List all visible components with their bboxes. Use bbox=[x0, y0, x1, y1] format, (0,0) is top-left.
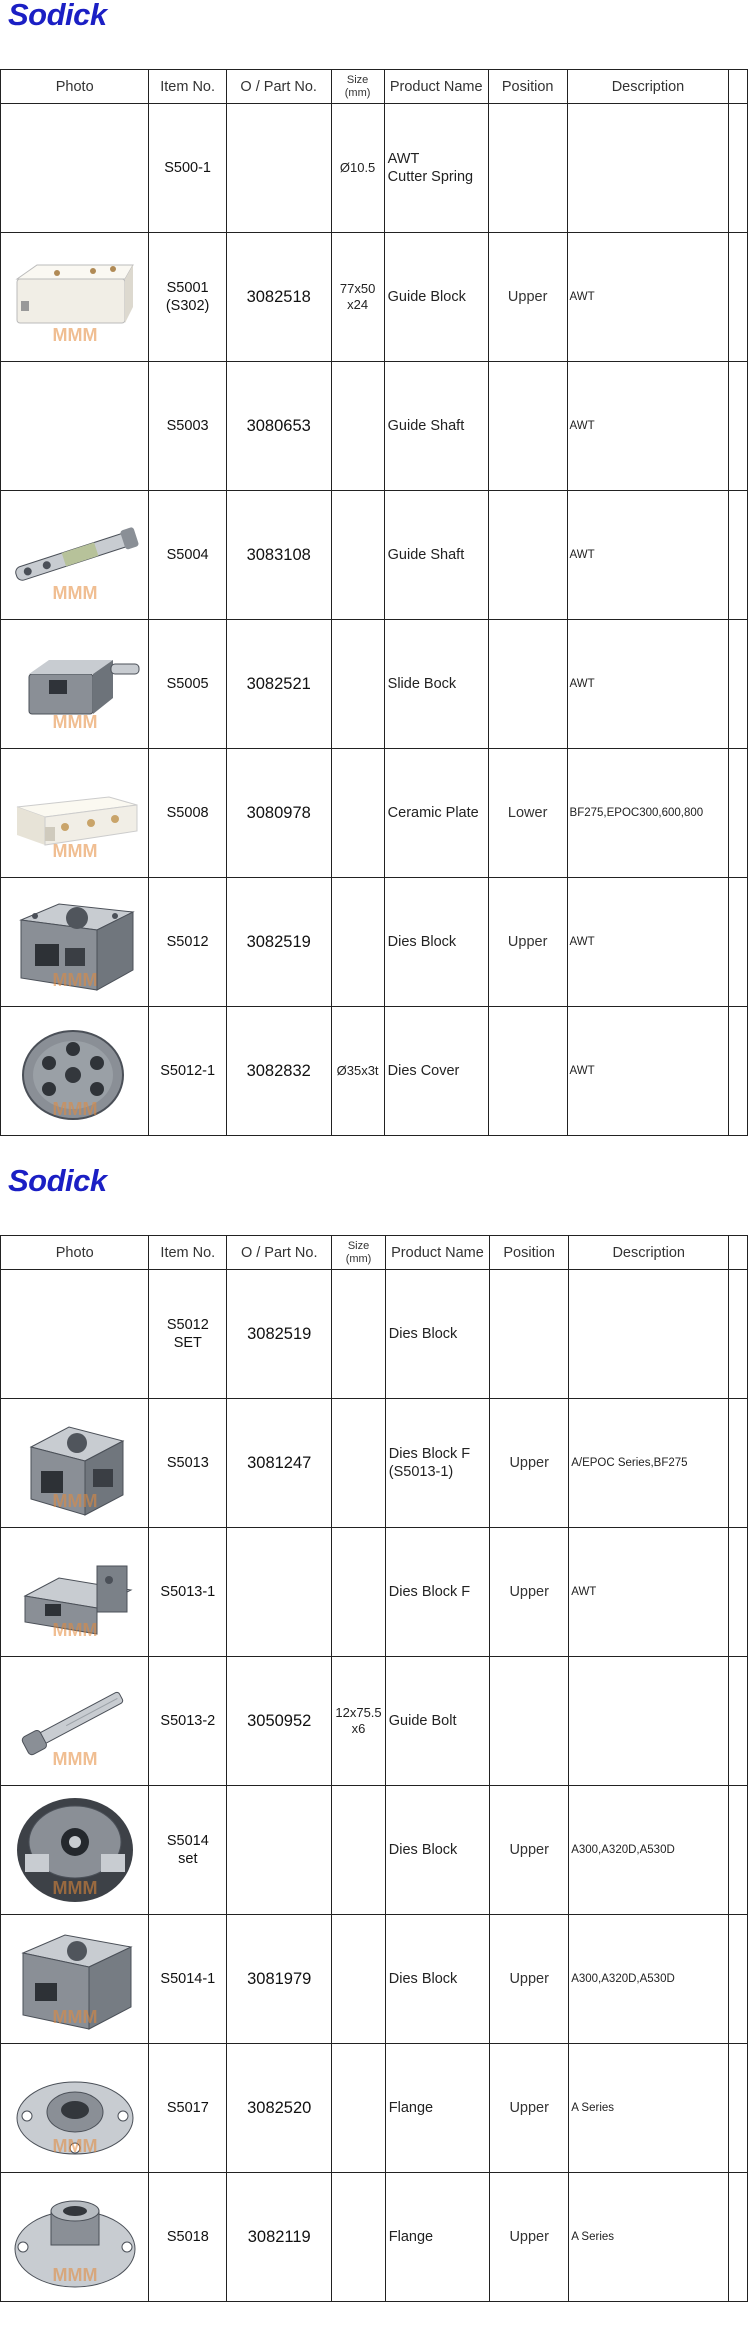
header-size: Size (mm) bbox=[331, 70, 384, 104]
photo-cell bbox=[1, 878, 149, 1007]
item-number: S5014-1 bbox=[149, 1915, 227, 2044]
description-value: AWT bbox=[567, 878, 729, 1007]
extra-cell bbox=[729, 1528, 748, 1657]
svg-text:MMM: MMM bbox=[52, 1099, 98, 1119]
svg-text:MMM: MMM bbox=[52, 2265, 98, 2285]
extra-cell bbox=[729, 1270, 748, 1399]
description-value: AWT bbox=[567, 362, 729, 491]
table-row bbox=[1, 1270, 748, 1399]
extra-cell bbox=[729, 104, 748, 233]
position-value: Upper bbox=[490, 1786, 569, 1915]
header-description: Description bbox=[569, 1236, 729, 1270]
table-row bbox=[1, 233, 748, 362]
table-row bbox=[1, 878, 748, 1007]
product-name: Slide Bock bbox=[384, 620, 488, 749]
dies-block-round-icon bbox=[5, 1794, 145, 1906]
photo-cell bbox=[1, 2173, 149, 2302]
product-name: Guide Bolt bbox=[385, 1657, 489, 1786]
parts-table bbox=[0, 1235, 748, 2302]
extra-cell bbox=[729, 491, 748, 620]
header-position: Position bbox=[488, 70, 567, 104]
product-name: Dies Block F bbox=[385, 1528, 489, 1657]
header-description: Description bbox=[567, 70, 729, 104]
position-value: Upper bbox=[490, 1528, 569, 1657]
description-value: A/EPOC Series,BF275 bbox=[569, 1399, 729, 1528]
position-value bbox=[488, 491, 567, 620]
item-number: S5017 bbox=[149, 2044, 227, 2173]
position-value bbox=[490, 1270, 569, 1399]
product-name: Flange bbox=[385, 2173, 489, 2302]
part-number: 3082832 bbox=[226, 1007, 331, 1136]
table-row bbox=[1, 1007, 748, 1136]
dies-cover-icon bbox=[5, 1015, 145, 1127]
svg-text:MMM: MMM bbox=[52, 583, 98, 603]
product-name: Dies Block bbox=[384, 878, 488, 1007]
svg-text:MMM: MMM bbox=[52, 2007, 98, 2027]
item-number: S500-1 bbox=[149, 104, 226, 233]
item-number: S5018 bbox=[149, 2173, 227, 2302]
part-number: 3083108 bbox=[226, 491, 331, 620]
position-value: Upper bbox=[488, 878, 567, 1007]
description-value bbox=[569, 1657, 729, 1786]
photo-cell bbox=[1, 1657, 149, 1786]
extra-cell bbox=[729, 620, 748, 749]
table-row bbox=[1, 1915, 748, 2044]
part-number: 3080653 bbox=[226, 362, 331, 491]
sodick-logo: Sodick bbox=[8, 0, 107, 32]
description-value: AWT bbox=[567, 233, 729, 362]
svg-text:MMM: MMM bbox=[52, 1749, 98, 1769]
table-row bbox=[1, 2173, 748, 2302]
item-number: S5013-2 bbox=[149, 1657, 227, 1786]
item-number: S5008 bbox=[149, 749, 226, 878]
description-value: A Series bbox=[569, 2044, 729, 2173]
photo-cell bbox=[1, 2044, 149, 2173]
flange-icon bbox=[5, 2052, 145, 2164]
dies-block-icon bbox=[5, 886, 145, 998]
extra-cell bbox=[729, 2044, 748, 2173]
header-part-no: O / Part No. bbox=[226, 70, 331, 104]
position-value bbox=[488, 620, 567, 749]
table-row bbox=[1, 2044, 748, 2173]
extra-cell bbox=[729, 1786, 748, 1915]
part-number bbox=[226, 104, 331, 233]
svg-text:MMM: MMM bbox=[52, 970, 98, 990]
photo-cell bbox=[1, 749, 149, 878]
extra-cell bbox=[729, 362, 748, 491]
table-header-row bbox=[1, 70, 748, 104]
position-value: Lower bbox=[488, 749, 567, 878]
photo-cell bbox=[1, 1399, 149, 1528]
extra-cell bbox=[729, 1399, 748, 1528]
product-name: AWT Cutter Spring bbox=[384, 104, 488, 233]
position-value bbox=[488, 362, 567, 491]
item-number: S5005 bbox=[149, 620, 226, 749]
size-value bbox=[332, 1270, 386, 1399]
photo-cell bbox=[1, 1915, 149, 2044]
item-number: S5001 (S302) bbox=[149, 233, 226, 362]
part-number: 3082520 bbox=[227, 2044, 332, 2173]
photo-cell bbox=[1, 1270, 149, 1399]
header-photo: Photo bbox=[1, 70, 149, 104]
size-value: 77x50 x24 bbox=[331, 233, 384, 362]
part-number bbox=[227, 1786, 332, 1915]
parts-table bbox=[0, 69, 748, 1136]
header-product-name: Product Name bbox=[384, 70, 488, 104]
product-name: Guide Block bbox=[384, 233, 488, 362]
photo-cell bbox=[1, 620, 149, 749]
item-number: S5012 SET bbox=[149, 1270, 227, 1399]
guide-bolt-icon bbox=[5, 1665, 145, 1777]
svg-text:MMM: MMM bbox=[52, 1878, 98, 1898]
description-value: AWT bbox=[567, 620, 729, 749]
extra-cell bbox=[729, 233, 748, 362]
description-value bbox=[569, 1270, 729, 1399]
header-item-no: Item No. bbox=[149, 70, 226, 104]
guide-shaft-icon bbox=[5, 499, 145, 611]
svg-text:MMM: MMM bbox=[52, 1620, 98, 1640]
part-number: 3082521 bbox=[226, 620, 331, 749]
dies-block-f-open-icon bbox=[5, 1536, 145, 1648]
guide-block-icon bbox=[5, 241, 145, 353]
position-value: Upper bbox=[490, 1915, 569, 2044]
table-row bbox=[1, 491, 748, 620]
product-name: Dies Block bbox=[385, 1915, 489, 2044]
header-position: Position bbox=[490, 1236, 569, 1270]
part-number: 3081247 bbox=[227, 1399, 332, 1528]
size-value: Ø10.5 bbox=[331, 104, 384, 233]
product-name: Dies Block bbox=[385, 1786, 489, 1915]
photo-cell bbox=[1, 1786, 149, 1915]
item-number: S5014 set bbox=[149, 1786, 227, 1915]
table-row bbox=[1, 1657, 748, 1786]
position-value bbox=[488, 104, 567, 233]
product-name: Guide Shaft bbox=[384, 491, 488, 620]
item-number: S5013-1 bbox=[149, 1528, 227, 1657]
item-number: S5013 bbox=[149, 1399, 227, 1528]
product-name: Ceramic Plate bbox=[384, 749, 488, 878]
extra-cell bbox=[729, 1657, 748, 1786]
size-value bbox=[332, 1786, 386, 1915]
header-extra bbox=[729, 1236, 748, 1270]
position-value: Upper bbox=[488, 233, 567, 362]
product-name: Flange bbox=[385, 2044, 489, 2173]
size-value bbox=[332, 1915, 386, 2044]
header-product-name: Product Name bbox=[385, 1236, 489, 1270]
description-value: AWT bbox=[567, 491, 729, 620]
description-value: AWT bbox=[569, 1528, 729, 1657]
position-value: Upper bbox=[490, 1399, 569, 1528]
extra-cell bbox=[729, 1007, 748, 1136]
table-row bbox=[1, 749, 748, 878]
dies-block-cube-icon bbox=[5, 1923, 145, 2035]
size-value bbox=[332, 1399, 386, 1528]
size-value: Ø35x3t bbox=[331, 1007, 384, 1136]
position-value bbox=[488, 1007, 567, 1136]
part-number: 3082519 bbox=[226, 878, 331, 1007]
item-number: S5003 bbox=[149, 362, 226, 491]
size-value bbox=[331, 749, 384, 878]
description-value: BF275,EPOC300,600,800 bbox=[567, 749, 729, 878]
description-value: A300,A320D,A530D bbox=[569, 1915, 729, 2044]
svg-text:MMM: MMM bbox=[52, 1491, 98, 1511]
description-value: A300,A320D,A530D bbox=[569, 1786, 729, 1915]
part-number: 3080978 bbox=[226, 749, 331, 878]
svg-text:MMM: MMM bbox=[52, 325, 98, 345]
header-item-no: Item No. bbox=[149, 1236, 227, 1270]
part-number: 3081979 bbox=[227, 1915, 332, 2044]
svg-text:MMM: MMM bbox=[52, 2136, 98, 2156]
header-size: Size (mm) bbox=[332, 1236, 386, 1270]
size-value bbox=[331, 878, 384, 1007]
photo-cell bbox=[1, 104, 149, 233]
size-value bbox=[332, 2044, 386, 2173]
photo-cell bbox=[1, 362, 149, 491]
part-number: 3082119 bbox=[227, 2173, 332, 2302]
size-value bbox=[331, 620, 384, 749]
table-row bbox=[1, 362, 748, 491]
table-row bbox=[1, 1786, 748, 1915]
extra-cell bbox=[729, 2173, 748, 2302]
table-row bbox=[1, 1399, 748, 1528]
extra-cell bbox=[729, 878, 748, 1007]
item-number: S5004 bbox=[149, 491, 226, 620]
table-row bbox=[1, 620, 748, 749]
description-value bbox=[567, 104, 729, 233]
product-name: Dies Block bbox=[385, 1270, 489, 1399]
header-extra bbox=[729, 70, 748, 104]
product-name: Dies Block F (S5013-1) bbox=[385, 1399, 489, 1528]
header-photo: Photo bbox=[1, 1236, 149, 1270]
description-value: A Series bbox=[569, 2173, 729, 2302]
photo-cell bbox=[1, 491, 149, 620]
part-number: 3050952 bbox=[227, 1657, 332, 1786]
part-number bbox=[227, 1528, 332, 1657]
svg-text:MMM: MMM bbox=[52, 841, 98, 861]
description-value: AWT bbox=[567, 1007, 729, 1136]
product-name: Guide Shaft bbox=[384, 362, 488, 491]
photo-cell bbox=[1, 1007, 149, 1136]
size-value bbox=[332, 1528, 386, 1657]
part-number: 3082519 bbox=[227, 1270, 332, 1399]
slide-block-icon bbox=[5, 628, 145, 740]
flange-large-icon bbox=[5, 2181, 145, 2293]
dies-block-f-icon bbox=[5, 1407, 145, 1519]
table-header-row bbox=[1, 1236, 748, 1270]
position-value: Upper bbox=[490, 2044, 569, 2173]
position-value bbox=[490, 1657, 569, 1786]
sodick-logo: Sodick bbox=[8, 1163, 107, 1198]
product-name: Dies Cover bbox=[384, 1007, 488, 1136]
svg-text:MMM: MMM bbox=[52, 712, 98, 732]
ceramic-plate-icon bbox=[5, 757, 145, 869]
photo-cell bbox=[1, 233, 149, 362]
part-number: 3082518 bbox=[226, 233, 331, 362]
size-value bbox=[332, 2173, 386, 2302]
item-number: S5012-1 bbox=[149, 1007, 226, 1136]
extra-cell bbox=[729, 1915, 748, 2044]
position-value: Upper bbox=[490, 2173, 569, 2302]
header-part-no: O / Part No. bbox=[227, 1236, 332, 1270]
extra-cell bbox=[729, 749, 748, 878]
size-value bbox=[331, 491, 384, 620]
size-value: 12x75.5 x6 bbox=[332, 1657, 386, 1786]
photo-cell bbox=[1, 1528, 149, 1657]
item-number: S5012 bbox=[149, 878, 226, 1007]
table-row bbox=[1, 104, 748, 233]
table-row bbox=[1, 1528, 748, 1657]
size-value bbox=[331, 362, 384, 491]
